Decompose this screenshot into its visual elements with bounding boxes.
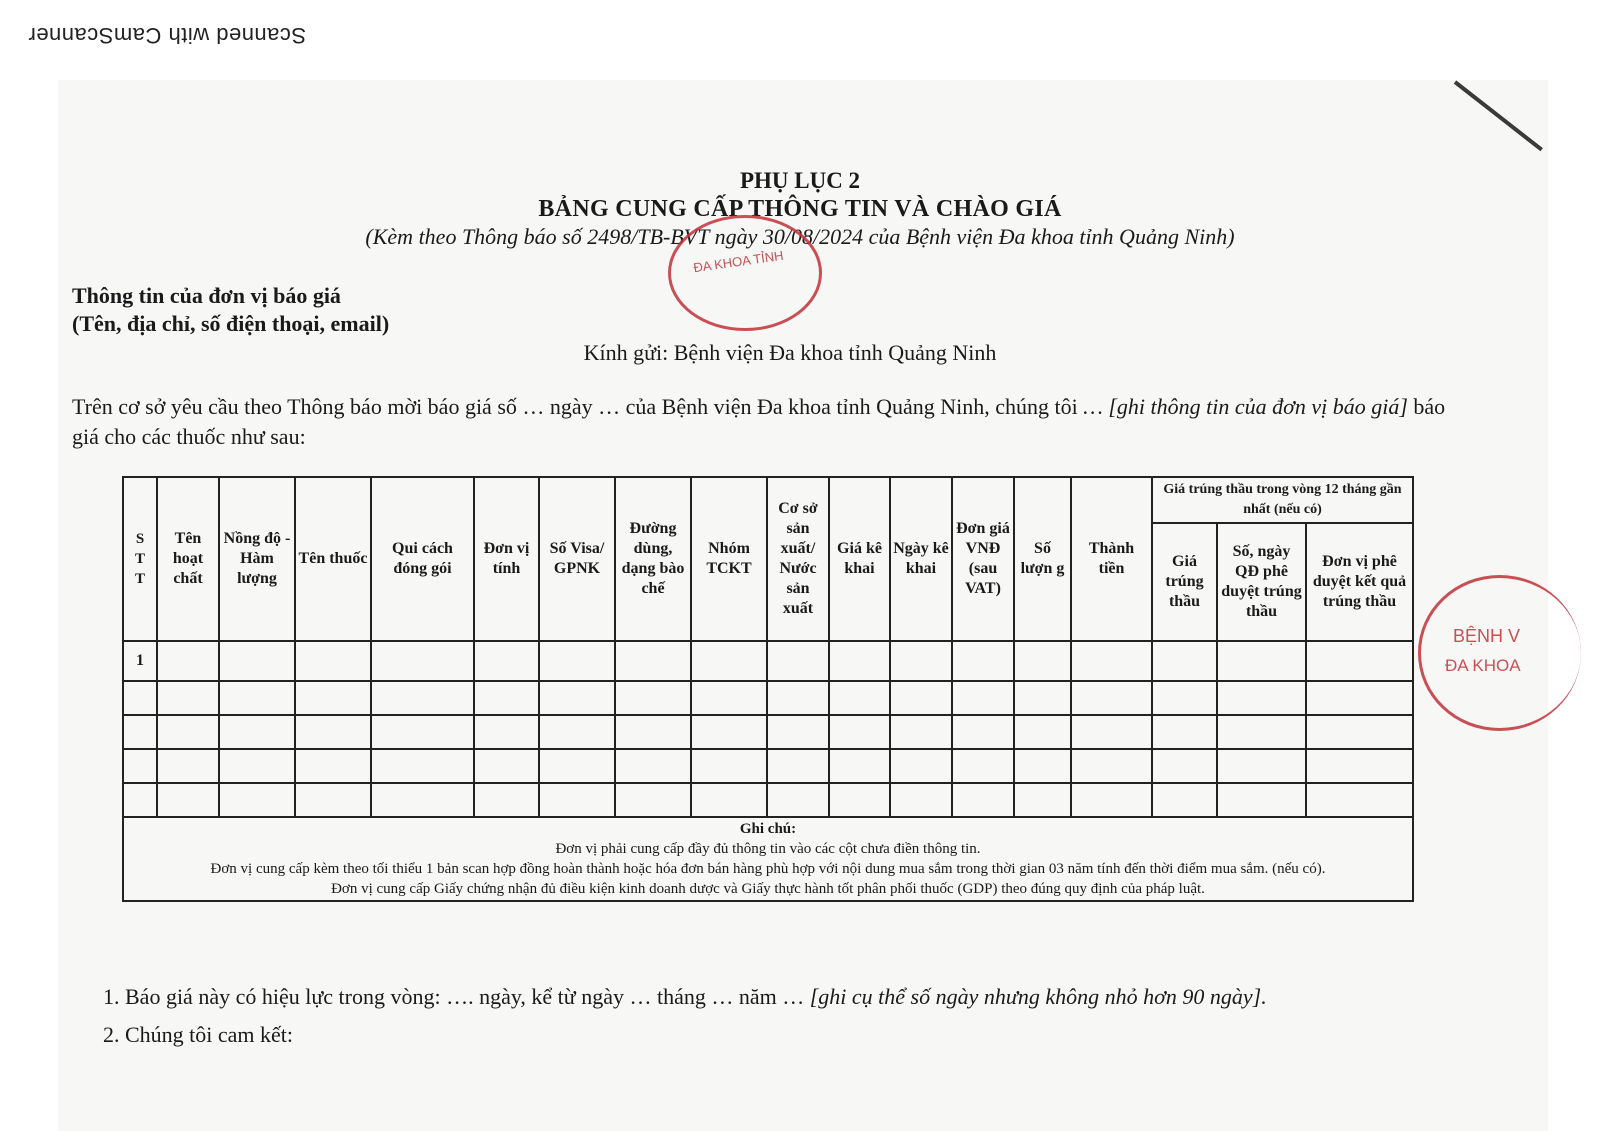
header-unit: Đơn vị tính xyxy=(474,477,539,641)
sender-info-label: Thông tin của đơn vị báo giá xyxy=(72,283,341,308)
header-active-ingredient: Tên hoạt chất xyxy=(157,477,219,641)
header-stt: S T T xyxy=(123,477,157,641)
intro-text-3: báo giá cho các thuốc như sau: xyxy=(72,394,1446,449)
header-declared-price: Giá kê khai xyxy=(829,477,890,641)
document-title: BẢNG CUNG CẤP THÔNG TIN VÀ CHÀO GIÁ xyxy=(538,196,1062,222)
document-subtitle: (Kèm theo Thông báo số 2498/TB-BVT ngày 30/08/2024 của Bệnh viện Đa khoa tỉnh Quảng Ninh) xyxy=(365,224,1235,249)
sender-info-hint: (Tên, địa chỉ, số điện thoại, email) xyxy=(72,311,390,336)
table-row xyxy=(123,715,1413,749)
red-seal-stamp xyxy=(668,215,822,331)
table-row xyxy=(123,681,1413,715)
note-2: Đơn vị cung cấp kèm theo tối thiểu 1 bản scan hợp đồng hoàn thành hoặc hóa đơn bán hàng phù hợp với nội dung mua sắm trong thời gian 03 năm tính đến thời điểm mua sắm. (nếu có). xyxy=(210,861,1326,877)
recipient-line: Kính gửi: Bệnh viện Đa khoa tỉnh Quảng Ninh xyxy=(583,340,997,365)
table-row xyxy=(123,783,1413,817)
quotation-table xyxy=(122,476,1414,902)
camscanner-watermark: Scanned with CamScanner xyxy=(28,23,307,48)
validity-text: 1. Báo giá này có hiệu lực trong vòng: …. ngày, kể từ ngày … tháng … năm … xyxy=(103,984,810,1009)
header-visa: Số Visa/ GPNK xyxy=(539,477,615,641)
header-quantity: Số lượn g xyxy=(1014,477,1071,641)
stamp-text: ĐA KHOA xyxy=(1445,656,1521,675)
appendix-title: PHỤ LỤC 2 xyxy=(739,168,861,193)
header-packaging: Qui cách đóng gói xyxy=(371,477,474,641)
intro-paragraph xyxy=(72,392,1472,452)
header-approving-unit: Đơn vị phê duyệt kết quả trúng thầu xyxy=(1306,523,1413,641)
header-group: Nhóm TCKT xyxy=(691,477,767,641)
header-declared-date: Ngày kê khai xyxy=(890,477,952,641)
header-manufacturer: Cơ sở sản xuất/ Nước sản xuất xyxy=(767,477,829,641)
intro-text-2: … [ghi thông tin của đơn vị báo giá] xyxy=(1083,394,1408,419)
header-total: Thành tiền xyxy=(1071,477,1152,641)
header-concentration: Nồng độ - Hàm lượng xyxy=(219,477,295,641)
header-drug-name: Tên thuốc xyxy=(295,477,371,641)
notes-row xyxy=(123,817,1413,901)
note-1: Đơn vị phải cung cấp đầy đủ thông tin vào các cột chưa điền thông tin. xyxy=(555,841,981,857)
header-decision: Số, ngày QĐ phê duyệt trúng thầu xyxy=(1217,523,1306,641)
stamp-text: ĐA KHOA TỈNH xyxy=(692,247,785,276)
row-stt: 1 xyxy=(123,641,157,681)
header-winning-price: Giá trúng thầu xyxy=(1152,523,1217,641)
validity-hint: [ghi cụ thể số ngày nhưng không nhỏ hơn 90 ngày]. xyxy=(809,984,1267,1009)
red-seal-stamp-right xyxy=(1418,575,1581,731)
note-3: Đơn vị cung cấp Giấy chứng nhận đủ điều kiện kinh doanh dược và Giấy thực hành tốt phân phối thuốc (GDP) theo đúng quy định của pháp luật. xyxy=(331,881,1205,897)
stamp-text: BỆNH V xyxy=(1453,626,1521,646)
header-winning-bid-group: Giá trúng thầu trong vòng 12 tháng gần nhất (nếu có) xyxy=(1152,477,1413,523)
intro-text-1: Trên cơ sở yêu cầu theo Thông báo mời báo giá số … ngày … của Bệnh viện Đa khoa tỉnh Quảng Ninh, chúng tôi xyxy=(72,394,1084,419)
header-unit-price: Đơn giá VNĐ (sau VAT) xyxy=(952,477,1014,641)
commitment-clause: 2. Chúng tôi cam kết: xyxy=(103,1022,294,1047)
header-route: Đường dùng, dạng bào chế xyxy=(615,477,691,641)
table-row xyxy=(123,641,1413,681)
notes-label: Ghi chú: xyxy=(739,821,797,837)
table-row xyxy=(123,749,1413,783)
validity-clause xyxy=(103,984,1267,1010)
